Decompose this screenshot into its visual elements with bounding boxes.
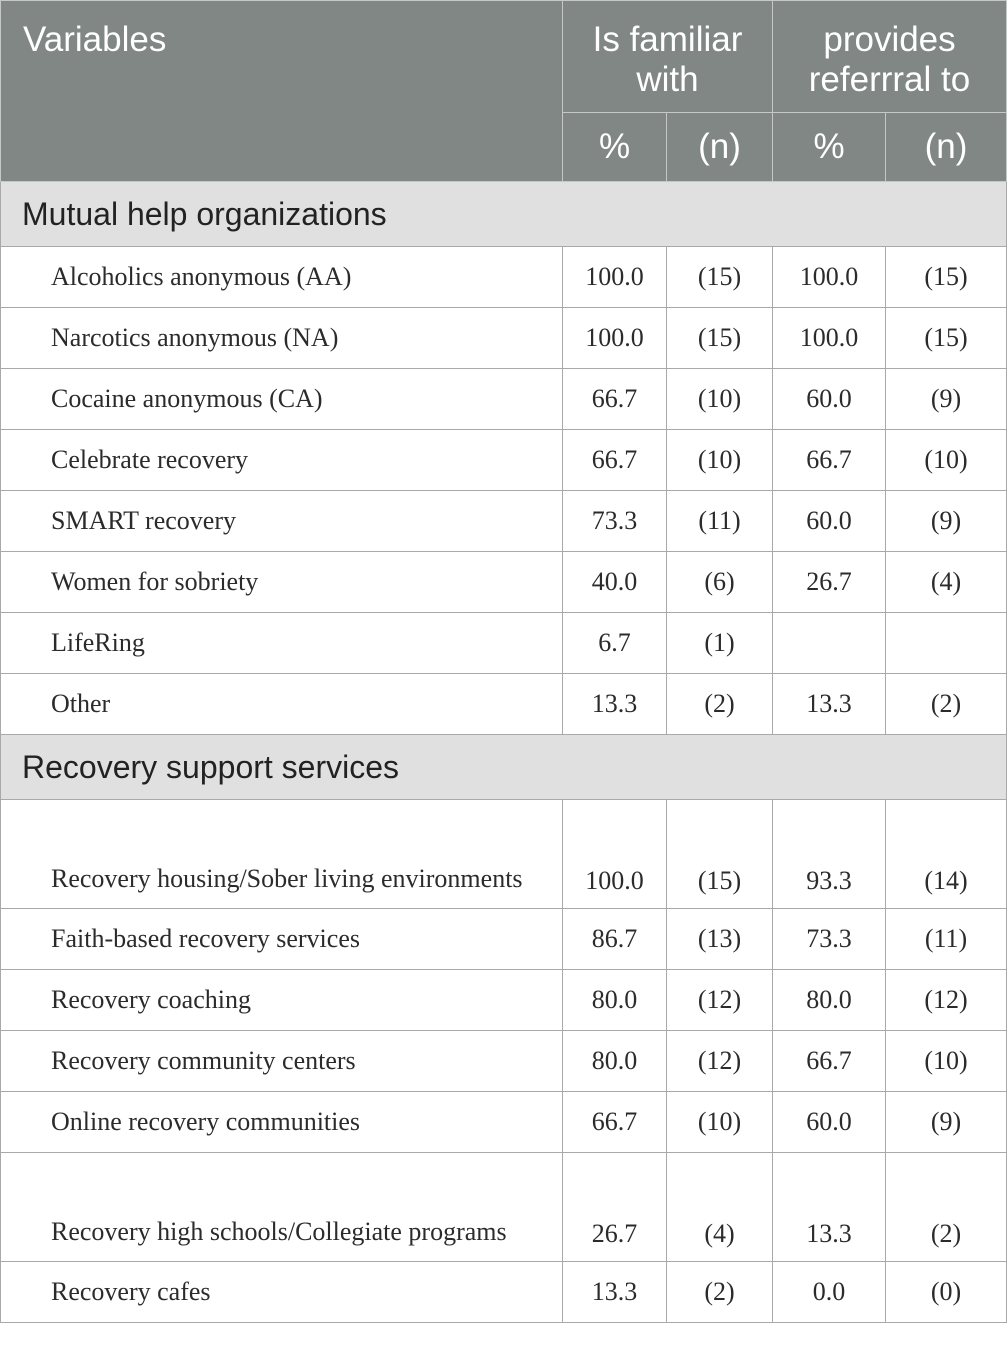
referral-percent <box>773 613 886 674</box>
table-row <box>1 909 1007 970</box>
table-row <box>1 800 1007 909</box>
table-row <box>1 552 1007 613</box>
referral-n: (10) <box>886 430 1007 491</box>
row-label: Online recovery communities <box>1 1092 563 1153</box>
familiar-percent: 66.7 <box>563 1092 667 1153</box>
header-variables: Variables <box>1 1 563 182</box>
familiar-n: (12) <box>667 1031 773 1092</box>
row-label: Narcotics anonymous (NA) <box>1 308 563 369</box>
referral-n: (10) <box>886 1031 1007 1092</box>
familiar-percent: 66.7 <box>563 430 667 491</box>
table-row <box>1 1262 1007 1323</box>
header-familiar: Is familiar with <box>563 1 773 113</box>
familiar-n: (15) <box>667 800 773 909</box>
referral-percent: 13.3 <box>773 1153 886 1262</box>
table-row <box>1 1031 1007 1092</box>
section-title-recovery-support: Recovery support services <box>1 735 1007 800</box>
referral-percent: 60.0 <box>773 1092 886 1153</box>
referral-n: (9) <box>886 491 1007 552</box>
referral-n: (14) <box>886 800 1007 909</box>
familiar-n: (6) <box>667 552 773 613</box>
familiar-percent: 26.7 <box>563 1153 667 1262</box>
row-label: Recovery coaching <box>1 970 563 1031</box>
table-row <box>1 247 1007 308</box>
familiar-n: (1) <box>667 613 773 674</box>
familiar-n: (13) <box>667 909 773 970</box>
referral-percent: 100.0 <box>773 308 886 369</box>
referral-percent: 80.0 <box>773 970 886 1031</box>
table-body <box>1 182 1007 1323</box>
table-row <box>1 430 1007 491</box>
referral-percent: 60.0 <box>773 369 886 430</box>
header-familiar-n: (n) <box>667 113 773 182</box>
table-row <box>1 613 1007 674</box>
row-label: Recovery community centers <box>1 1031 563 1092</box>
row-label: Celebrate recovery <box>1 430 563 491</box>
section-row <box>1 182 1007 247</box>
row-label: SMART recovery <box>1 491 563 552</box>
table-row <box>1 970 1007 1031</box>
familiar-percent: 80.0 <box>563 1031 667 1092</box>
table-row <box>1 369 1007 430</box>
referral-n: (2) <box>886 1153 1007 1262</box>
referral-n: (9) <box>886 369 1007 430</box>
referral-percent: 26.7 <box>773 552 886 613</box>
table-row <box>1 1153 1007 1262</box>
referral-n: (9) <box>886 1092 1007 1153</box>
referral-n: (15) <box>886 308 1007 369</box>
familiar-n: (12) <box>667 970 773 1031</box>
header-referral: provides referrral to <box>773 1 1007 113</box>
row-label: LifeRing <box>1 613 563 674</box>
familiar-percent: 86.7 <box>563 909 667 970</box>
referral-n: (15) <box>886 247 1007 308</box>
referral-n: (12) <box>886 970 1007 1031</box>
table-row <box>1 308 1007 369</box>
header-referral-percent: % <box>773 113 886 182</box>
familiar-n: (2) <box>667 674 773 735</box>
familiar-percent: 100.0 <box>563 800 667 909</box>
row-label: Recovery cafes <box>1 1262 563 1323</box>
familiar-percent: 13.3 <box>563 674 667 735</box>
table-header <box>1 1 1007 182</box>
referral-percent: 66.7 <box>773 430 886 491</box>
header-familiar-percent: % <box>563 113 667 182</box>
familiar-n: (10) <box>667 430 773 491</box>
familiar-percent: 6.7 <box>563 613 667 674</box>
referral-n <box>886 613 1007 674</box>
header-referral-n: (n) <box>886 113 1007 182</box>
section-title-mutual-help: Mutual help organizations <box>1 182 1007 247</box>
referral-percent: 0.0 <box>773 1262 886 1323</box>
familiar-percent: 40.0 <box>563 552 667 613</box>
familiar-n: (11) <box>667 491 773 552</box>
row-label: Other <box>1 674 563 735</box>
row-label: Women for sobriety <box>1 552 563 613</box>
row-label: Recovery high schools/Collegiate programs <box>1 1153 563 1262</box>
familiar-n: (4) <box>667 1153 773 1262</box>
familiar-percent: 73.3 <box>563 491 667 552</box>
familiar-n: (15) <box>667 308 773 369</box>
row-label: Faith-based recovery services <box>1 909 563 970</box>
familiar-percent: 100.0 <box>563 308 667 369</box>
familiar-n: (15) <box>667 247 773 308</box>
referral-n: (0) <box>886 1262 1007 1323</box>
section-row <box>1 735 1007 800</box>
referral-n: (11) <box>886 909 1007 970</box>
table-row <box>1 674 1007 735</box>
familiar-percent: 80.0 <box>563 970 667 1031</box>
referral-percent: 13.3 <box>773 674 886 735</box>
familiar-n: (10) <box>667 369 773 430</box>
referral-percent: 66.7 <box>773 1031 886 1092</box>
row-label: Recovery housing/Sober living environments <box>1 800 563 909</box>
referral-percent: 73.3 <box>773 909 886 970</box>
familiar-percent: 13.3 <box>563 1262 667 1323</box>
referral-percent: 100.0 <box>773 247 886 308</box>
familiar-n: (2) <box>667 1262 773 1323</box>
referral-percent: 93.3 <box>773 800 886 909</box>
familiar-percent: 66.7 <box>563 369 667 430</box>
referral-percent: 60.0 <box>773 491 886 552</box>
familiar-n: (10) <box>667 1092 773 1153</box>
referral-n: (4) <box>886 552 1007 613</box>
table-row <box>1 1092 1007 1153</box>
row-label: Alcoholics anonymous (AA) <box>1 247 563 308</box>
table-row <box>1 491 1007 552</box>
row-label: Cocaine anonymous (CA) <box>1 369 563 430</box>
familiar-percent: 100.0 <box>563 247 667 308</box>
referral-n: (2) <box>886 674 1007 735</box>
